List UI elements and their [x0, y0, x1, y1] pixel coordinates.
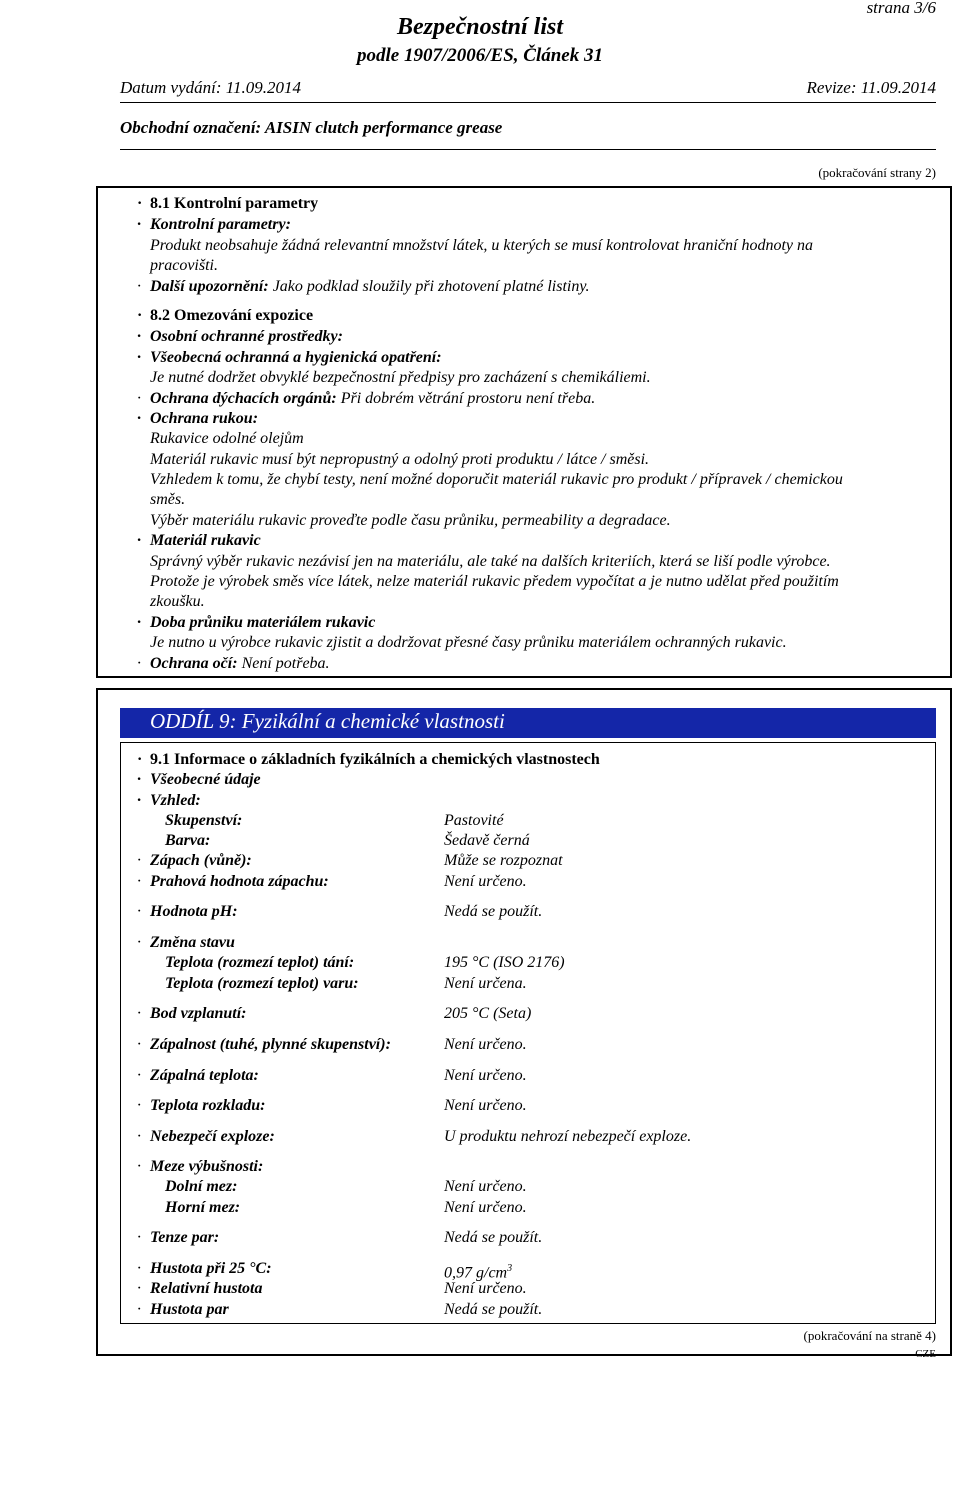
further-notes: · Další upozornění: Jako podklad sloužily při zhotovení platné listiny. — [137, 278, 590, 295]
revision-date: Revize: 11.09.2014 — [806, 78, 936, 97]
prop-label-flash-point: · Bod vzplanutí: — [137, 1005, 247, 1022]
hand-protection-label: · Ochrana rukou: — [137, 410, 259, 427]
prop-label-ph: · Hodnota pH: — [137, 903, 238, 920]
prop-label-colour: Barva: — [165, 832, 211, 849]
prop-value-upper-limit: Není určeno. — [444, 1199, 527, 1216]
glove-material-label: · Materiál rukavic — [137, 532, 261, 549]
hand-text-3: Vzhledem k tomu, že chybí testy, není možné doporučit materiál rukavic pro produkt / přípravek / chemickou — [150, 471, 843, 488]
prop-value-melting: 195 °C (ISO 2176) — [444, 954, 565, 971]
prop-value-vapour-density: Nedá se použít. — [444, 1301, 543, 1318]
page-number: strana 3/6 — [866, 0, 936, 17]
continuation-top: (pokračování strany 2) — [818, 165, 936, 180]
general-info-label: · Všeobecné údaje — [137, 771, 261, 788]
prop-value-density: 0,97 $g/cm^3$ — [444, 1263, 513, 1282]
hygiene-label: · Všeobecná ochranná a hygienická opatření: — [137, 349, 442, 366]
prop-label-vapour-density: · Hustota par — [137, 1301, 229, 1318]
prop-value-vapour-pressure: Nedá se použít. — [444, 1229, 543, 1246]
hand-text-4: Výběr materiálu rukavic proveďte podle času průniku, permeability a degradace. — [150, 512, 671, 529]
prop-label-lower-limit: Dolní mez: — [165, 1178, 238, 1195]
prop-value-colour: Šedavě černá — [444, 832, 530, 849]
glove-material-text-2: Protože je výrobek směs více látek, nelze materiál rukavic předem vypočítat a je nutno udělat před použitím — [150, 573, 839, 590]
respiratory-protection: · Ochrana dýchacích orgánů: Při dobrém větrání prostoru není třeba. — [137, 390, 596, 407]
issue-date: Datum vydání: 11.09.2014 — [120, 78, 301, 97]
section-9-title: ODDÍL 9: Fyzikální a chemické vlastnosti — [150, 709, 505, 733]
prop-label-odour-threshold: · Prahová hodnota zápachu: — [137, 873, 329, 890]
control-params-text: Produkt neobsahuje žádná relevantní množství látek, u kterých se musí kontrolovat hraniční hodnoty na — [150, 237, 813, 254]
prop-label-flammability: · Zápalnost (tuhé, plynné skupenství): — [137, 1036, 391, 1053]
prop-value-relative-density: Není určeno. — [444, 1280, 527, 1297]
prop-label-explosion-hazard: · Nebezpečí exploze: — [137, 1128, 275, 1145]
prop-value-odour: Může se rozpoznat — [444, 852, 563, 869]
continuation-bottom: (pokračování na straně 4) — [803, 1328, 936, 1343]
prop-value-form: Pastovité — [444, 812, 504, 829]
heading-9-1: · 9.1 Informace o základních fyzikálních a chemických vlastnostech — [137, 751, 600, 768]
document-title: Bezpečnostní list — [396, 14, 564, 40]
control-params-label: · Kontrolní parametry: — [137, 216, 291, 233]
prop-label-upper-limit: Horní mez: — [165, 1199, 241, 1216]
prop-label-explosion-limits: · Meze výbušnosti: — [137, 1158, 264, 1175]
prop-value-explosion-hazard: U produktu nehrozí nebezpečí exploze. — [444, 1128, 692, 1145]
prop-label-change-of-state: · Změna stavu — [137, 934, 235, 951]
prop-label-boiling: Teplota (rozmezí teplot) varu: — [165, 975, 359, 992]
date-row — [120, 78, 936, 98]
language-code: CZE — [915, 1348, 936, 1360]
prop-label-decomposition-temp: · Teplota rozkladu: — [137, 1097, 266, 1114]
eye-protection: · Ochrana očí: Není potřeba. — [137, 655, 330, 672]
trade-name: Obchodní označení: AISIN clutch performance grease — [120, 118, 503, 137]
glove-material-text-2b: zkoušku. — [150, 593, 205, 610]
prop-value-odour-threshold: Není určeno. — [444, 873, 527, 890]
hygiene-text: Je nutné dodržet obvyklé bezpečnostní předpisy pro zacházení s chemikáliemi. — [150, 369, 651, 386]
glove-material-text-1: Správný výběr rukavic nezávisí jen na materiálu, ale také na dalších kriteriích, která se liší podle výrobce. — [150, 553, 831, 570]
penetration-label: · Doba průniku materiálem rukavic — [137, 614, 376, 631]
prop-label-odour: · Zápach (vůně): — [137, 852, 252, 869]
density-exponent: 3 — [507, 1263, 513, 1274]
prop-value-flammability: Není určeno. — [444, 1036, 527, 1053]
hand-text-2: Materiál rukavic musí být nepropustný a odolný proti produktu / látce / směsi. — [150, 451, 650, 468]
header-divider — [120, 102, 936, 103]
prop-label-relative-density: · Relativní hustota — [137, 1280, 263, 1297]
heading-8-1: · 8.1 Kontrolní parametry — [137, 195, 319, 212]
prop-value-decomposition-temp: Není určeno. — [444, 1097, 527, 1114]
prop-value-lower-limit: Není určeno. — [444, 1178, 527, 1195]
hand-text-3b: směs. — [150, 491, 186, 508]
hand-text-1: Rukavice odolné olejům — [150, 430, 304, 447]
prop-value-boiling: Není určena. — [444, 975, 527, 992]
prop-value-ph: Nedá se použít. — [444, 903, 543, 920]
control-params-text-2: pracovišti. — [150, 257, 218, 274]
prop-label-vapour-pressure: · Tenze par: — [137, 1229, 220, 1246]
prop-label-density: · Hustota při 25 °C: — [137, 1260, 272, 1277]
prop-value-ignition-temp: Není určeno. — [444, 1067, 527, 1084]
prop-label-melting: Teplota (rozmezí teplot) tání: — [165, 954, 355, 971]
penetration-text: Je nutno u výrobce rukavic zjistit a dodržovat přesné časy průniku materiálem ochranných rukavic. — [150, 634, 787, 651]
document-subtitle: podle 1907/2006/ES, Článek 31 — [357, 45, 603, 66]
prop-value-flash-point: 205 °C (Seta) — [444, 1005, 532, 1022]
appearance-label: · Vzhled: — [137, 792, 201, 809]
heading-8-2: · 8.2 Omezování expozice — [137, 307, 314, 324]
ppe-label: · Osobní ochranné prostředky: — [137, 328, 343, 345]
prop-label-form: Skupenství: — [165, 812, 243, 829]
prop-label-ignition-temp: · Zápalná teplota: — [137, 1067, 259, 1084]
trade-divider — [120, 149, 936, 150]
section-9-title-bar — [120, 708, 936, 738]
